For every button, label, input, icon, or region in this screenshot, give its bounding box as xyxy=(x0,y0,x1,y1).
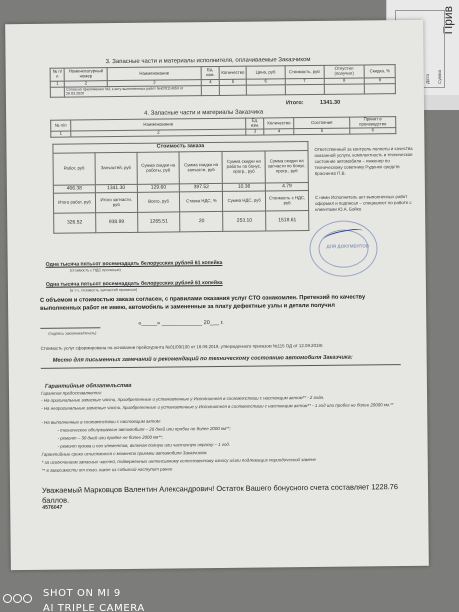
guarantee-item: - ремонт – 30 дней или пробег не более 2000 км**; xyxy=(57,434,163,441)
col-number: 5 xyxy=(220,79,247,85)
col-header: Принят в производство xyxy=(350,117,396,128)
cost-table-title: Стоимость заказа xyxy=(53,142,308,154)
col-header: Ед. изм. xyxy=(201,66,219,79)
col-header: Скидка, % xyxy=(364,65,395,78)
issuer-text: С ними Исполнитель акт выполненных работ оформил и подписал – специалист по работе с клиентами Ю.А. Бойко xyxy=(314,194,412,212)
cost-value: 20 xyxy=(180,211,223,231)
guarantee-footnote: * за исключением запасных частей, подверженных интенсивному естественному износу и/или подлежащих периодической замене xyxy=(41,456,316,465)
col-header: Наименование xyxy=(71,118,246,131)
amount-words-2-note: (в т.ч. стоимость запчастей прописью) xyxy=(69,287,138,293)
section4-table xyxy=(50,116,396,138)
cost-value: 326.52 xyxy=(54,213,96,233)
col-number: 4 xyxy=(201,79,219,85)
col-number: 9 xyxy=(365,78,396,84)
cost-value: 466.38 xyxy=(53,185,95,193)
cost-header: Запчастей, руб xyxy=(95,152,137,184)
section3-table xyxy=(50,64,396,98)
cost-value: 4.79 xyxy=(265,183,308,191)
amount-words-2: Одна тысяча пятьсот восемнадцать белорусских рублей 61 копейка xyxy=(45,279,223,288)
price-note: Стоимость услуг сформирована на основании прейскуранта №01/09/100 от 16.09.2019, утвержденного приказом №115 ОД от 12.09.2019г. xyxy=(40,342,324,351)
col-number: 2 xyxy=(71,129,246,137)
col-number: 8 xyxy=(324,78,365,84)
side-sheet-line: Дата xyxy=(425,74,430,84)
cost-table xyxy=(52,141,309,234)
guarantee-item: - На оригинальные запасные части, приобретенные и установленные у Исполнителя в соответствии с настоящим актом** - 2 года. xyxy=(41,394,325,403)
col-header: Наименование xyxy=(107,67,201,81)
col-header: Ед. изм. xyxy=(246,118,264,129)
col-header: Отпуcтил (получил) xyxy=(324,65,365,78)
stamp-text: ДЛЯ ДОКУМЕНТОВ xyxy=(326,243,370,249)
date-line: «_____» _____________ 20___ г. xyxy=(138,319,224,327)
cost-header: Ставка НДС, % xyxy=(180,191,223,211)
cost-header: Сумма скидки на работы по бонус. прогр., руб xyxy=(222,151,265,183)
responsible-text: Ответственный за контроль полноты и качества оказанной услуги, комплектность и техническое состояние автомобиля – инженер по техническому советнику Руденко средств Красненко П.В. xyxy=(314,145,413,176)
col-number: 1 xyxy=(51,131,71,137)
side-sheet-line: Сумма xyxy=(437,69,442,84)
col-number: 3 xyxy=(246,129,264,135)
cost-value: 129.60 xyxy=(137,184,180,192)
col-number: 2 xyxy=(65,81,108,87)
remarks-title: Место для письменных замечаний и рекомендаций по техническому состоянию автомобиля Заказчика: xyxy=(52,354,353,364)
cost-value: 253.10 xyxy=(223,211,266,231)
signature-line xyxy=(40,327,100,329)
amount-words-1: Одна тысяча пятьсот восемнадцать белорусских рублей 61 копейка xyxy=(45,259,223,268)
col-number: 7 xyxy=(285,78,324,84)
cost-header: Всего, руб xyxy=(137,192,180,212)
cost-header: Сумма скидки на работы, руб xyxy=(137,152,180,184)
col-header: Цена, руб xyxy=(246,66,285,79)
cost-value: 938.99 xyxy=(95,212,137,232)
guarantee-item: - На выполненные в соответствии с настоящим актом: xyxy=(41,418,161,425)
col-number: 5 xyxy=(294,128,350,135)
watermark-line1: SHOT ON MI 9 xyxy=(43,588,121,599)
cost-value: 1341.30 xyxy=(95,184,137,192)
cost-header: Сумма скидки на запчасти, руб xyxy=(179,151,222,183)
company-stamp xyxy=(309,220,378,277)
invoice-paper xyxy=(5,20,429,570)
cost-value: 1518.61 xyxy=(266,211,309,231)
side-sheet-title: Прив xyxy=(441,6,455,35)
col-header: Состояние xyxy=(294,117,350,129)
cost-header: Стоимость с НДС, руб xyxy=(266,191,309,211)
col-number: 6 xyxy=(246,79,285,85)
cost-value: 10.36 xyxy=(223,183,266,191)
col-number: 1 xyxy=(50,81,64,87)
col-header: № п/п xyxy=(51,120,71,131)
cost-header: Итого работ, руб xyxy=(53,193,95,213)
cost-header: Сумма скидки на запчасти по бонус. прогр., руб xyxy=(265,151,308,183)
guarantee-item: - техническое обслуживание автомобиля – 20 дней или пробег не более 2000 км**; xyxy=(57,425,231,433)
consent-text: С объемом и стоимостью заказа согласен, с правилами оказания услуг СТО ознакомлен. Претензий по качеству выполненных работ не имею, автомобиль и замененные за плату дефектные узлы и детали получил xyxy=(40,294,366,312)
guarantee-item: - ремонт кузова и его элементов, включая полную или частичную окраску – 1 год. xyxy=(57,441,231,449)
amount-words-1-note: (стоимость с НДС прописью) xyxy=(69,268,121,273)
document-code: 4576047 xyxy=(42,504,63,511)
remarks-line xyxy=(41,364,401,369)
section3-title: 3. Запасные части и материалы исполнителя, оплачиваемые Заказчиком xyxy=(105,57,311,66)
col-header: Номенклатурный номер xyxy=(64,68,107,81)
cost-value: 1265.51 xyxy=(137,212,180,232)
cost-header: Сумма НДС, руб xyxy=(223,191,266,211)
guarantee-title: Гарантийные обязательства xyxy=(44,382,132,390)
guarantee-subtitle: Гарантия предоставляется: xyxy=(40,390,102,396)
col-header: Стоимость, руб xyxy=(285,65,324,78)
col-number: 6 xyxy=(350,128,396,134)
col-header: Количество xyxy=(264,118,294,129)
cost-header: Итого запчасти, руб xyxy=(95,192,137,212)
cost-header: Работ, руб xyxy=(53,153,95,185)
watermark-line2: AI TRIPLE CAMERA xyxy=(43,603,145,612)
cost-value: 397.52 xyxy=(180,183,223,191)
col-number: 4 xyxy=(264,129,294,135)
section3-total-value: 1341.30 xyxy=(319,99,341,106)
bonus-message: Уважаемый Марковцов Валентин Александрович! Остаток Вашего бонусного счета составляет 1228.76 баллов. xyxy=(41,482,399,505)
signature-caption: (подпись заказчика/печать) xyxy=(48,331,97,336)
guarantee-footnote: ** в зависимости от того, какое из событий наступит ранее xyxy=(41,466,173,473)
col-number: 3 xyxy=(107,80,201,87)
watermark-dots-icon xyxy=(3,590,33,608)
col-header: Количество xyxy=(219,66,246,79)
section4-title: 4. Запасные части и материалы Заказчика xyxy=(144,109,264,117)
section3-total-label: Итого: xyxy=(285,100,304,107)
guarantee-footnote: Гарантийные сроки исчисляются с момента приемки автомобиля Заказчиком. xyxy=(41,450,208,457)
col-header: № п/п xyxy=(50,68,64,81)
guarantee-item: - На неоригинальные запасные части, приобретенные и установленные у Исполнителя в соответствии с настоящим актом** - 1 год или пробег не более 20000 км.** xyxy=(41,402,394,411)
section3-row-text: Согласно приложению №1 к акту выполненных работ №КУ0114959 от 26.03.2020 xyxy=(65,86,202,97)
